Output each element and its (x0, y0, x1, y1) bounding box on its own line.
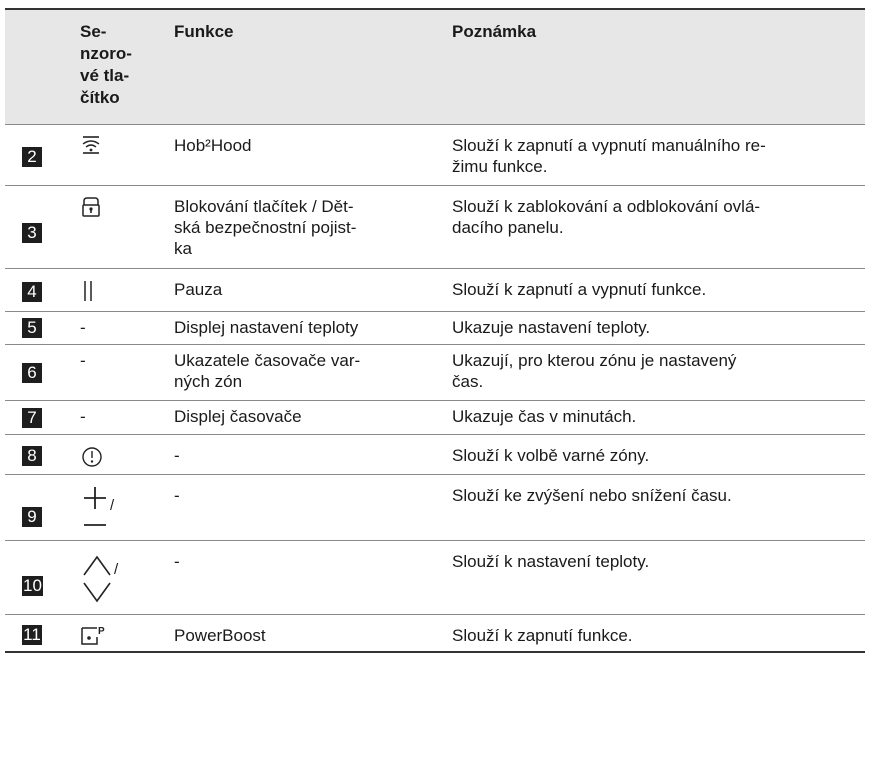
table-header (5, 8, 865, 125)
header-number-cell (5, 10, 80, 124)
table-row (5, 125, 865, 186)
table-row (5, 269, 865, 312)
note-cell: Slouží k volbě varné zóny. (452, 446, 650, 465)
note-cell: Ukazuje nastavení teploty. (452, 318, 651, 337)
row-number: 3 (22, 223, 42, 243)
function-cell: Blokování tlačítek / Dět- ská bezpečnostní pojist- ka (174, 197, 357, 258)
table-row (5, 186, 865, 269)
note-cell: Slouží k zapnutí funkce. (452, 626, 633, 645)
table-row (5, 345, 865, 401)
note-cell: Ukazují, pro kterou zónu je nastavený čas. (452, 351, 737, 391)
button-cell: - (80, 318, 86, 337)
row-number: 10 (23, 576, 42, 595)
button-cell: - (80, 407, 86, 426)
note-cell: Slouží k zablokování a odblokování ovlá- dacího panelu. (452, 197, 761, 237)
powerboost-icon (80, 625, 108, 647)
row-number: 7 (22, 408, 42, 428)
function-table (5, 8, 865, 653)
note-cell: Slouží k zapnutí a vypnutí manuálního re- žimu funkce. (452, 136, 766, 176)
timer-icon (80, 445, 104, 469)
lock-icon (80, 196, 102, 218)
function-cell: PowerBoost (174, 626, 266, 645)
header-sensor-button: Se- nzoro- vé tla- čítko (80, 22, 132, 107)
note-cell: Slouží k nastavení teploty. (452, 552, 650, 571)
function-cell: Displej časovače (174, 407, 302, 426)
pause-icon (80, 279, 96, 303)
row-number: 2 (22, 147, 42, 167)
table-row (5, 475, 865, 541)
function-cell: - (174, 552, 180, 571)
row-number: 8 (22, 446, 42, 466)
row-number: 4 (22, 282, 42, 302)
function-cell: Hob²Hood (174, 136, 252, 155)
function-cell: - (174, 446, 180, 465)
row-number: 6 (22, 363, 42, 383)
row-number: 9 (22, 507, 42, 527)
separator-slash: / (114, 561, 119, 578)
note-cell: Slouží k zapnutí a vypnutí funkce. (452, 280, 707, 299)
note-cell: Ukazuje čas v minutách. (452, 407, 637, 426)
separator-slash: / (110, 497, 115, 514)
function-cell: Ukazatele časovače var- ných zón (174, 351, 361, 391)
row-number: 5 (22, 318, 42, 338)
table-row (5, 435, 865, 475)
hob2hood-icon (80, 135, 102, 155)
table-row (5, 312, 865, 345)
table-row (5, 541, 865, 615)
row-number: 11 (23, 625, 41, 644)
button-cell: - (80, 351, 86, 370)
function-cell: Displej nastavení teploty (174, 318, 359, 337)
function-cell: - (174, 486, 180, 505)
up-down-icon (80, 551, 114, 607)
header-note: Poznámka (452, 22, 537, 41)
header-function: Funkce (174, 22, 234, 41)
svg-text:P: P (98, 626, 105, 637)
function-cell: Pauza (174, 280, 223, 299)
table-row (5, 401, 865, 435)
table-row (5, 615, 865, 653)
note-cell: Slouží ke zvýšení nebo snížení času. (452, 486, 732, 505)
plus-minus-icon (80, 485, 110, 529)
